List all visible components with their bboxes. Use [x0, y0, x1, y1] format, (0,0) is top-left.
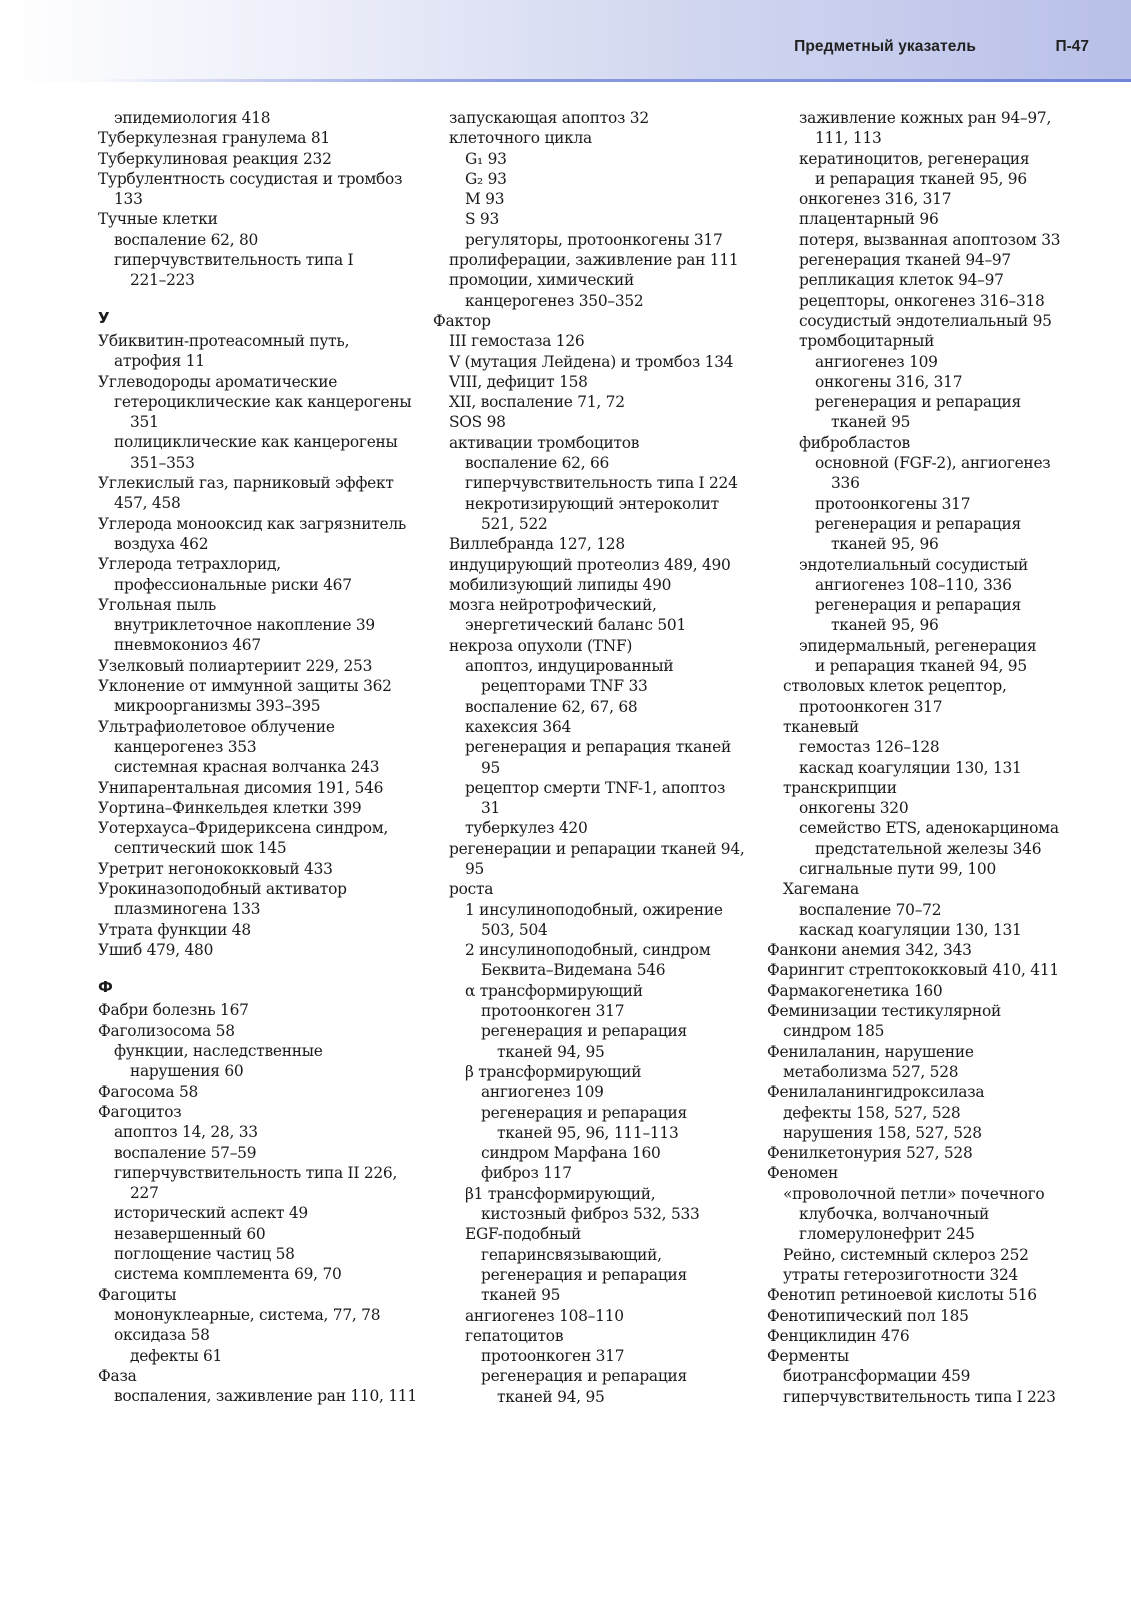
- index-subentry: мобилизующий липиды 490: [449, 575, 672, 594]
- index-subentry: ангиогенез 108–110, 336: [815, 575, 1012, 594]
- index-subentry: протоонкоген 317: [481, 1002, 625, 1021]
- index-subentry: мононуклеарные, система, 77, 78: [114, 1305, 381, 1324]
- index-subentry: оксидаза 58: [114, 1326, 210, 1345]
- index-subentry: 95: [465, 859, 485, 878]
- index-subentry: предстательной железы 346: [815, 839, 1042, 858]
- index-subentry: ангиогенез 109: [481, 1083, 604, 1102]
- index-subentry: сосудистый эндотелиальный 95: [799, 311, 1052, 330]
- index-subentry: гиперчувствительность типа I: [114, 251, 354, 270]
- index-entry: Углекислый газ, парниковый эффект: [98, 474, 394, 493]
- index-subentry: воспаление 70–72: [799, 900, 942, 919]
- index-entry: Феминизации тестикулярной: [767, 1002, 1002, 1021]
- index-subentry: система комплемента 69, 70: [114, 1265, 342, 1284]
- index-entry: Туберкулиновая реакция 232: [98, 149, 332, 168]
- index-subentry: семейство ETS, аденокарцинома: [799, 819, 1059, 838]
- index-subentry: полициклические как канцерогены: [114, 433, 398, 452]
- index-subentry: онкогенез 316, 317: [799, 190, 952, 209]
- index-subentry: регенерация и репарация: [481, 1265, 687, 1284]
- index-subentry: канцерогенез 353: [114, 737, 257, 756]
- index-subentry: атрофия 11: [114, 352, 205, 371]
- index-subentry: микроорганизмы 393–395: [114, 697, 321, 716]
- index-entry: Фенотипический пол 185: [767, 1306, 969, 1325]
- index-subentry: 227: [130, 1184, 159, 1203]
- index-entry: Фенциклидин 476: [767, 1326, 910, 1345]
- index-entry: Углерода тетрахлорид,: [98, 555, 281, 574]
- index-subentry: воспаление 62, 67, 68: [465, 697, 638, 716]
- index-subentry: и репарация тканей 95, 96: [815, 169, 1027, 188]
- index-subentry: воздуха 462: [114, 534, 209, 553]
- index-subentry: фиброз 117: [481, 1164, 572, 1183]
- index-subentry: внутриклеточное накопление 39: [114, 616, 375, 635]
- index-subentry: промоции, химический: [449, 271, 635, 290]
- index-column-2: [433, 108, 763, 1407]
- index-subentry: поглощение частиц 58: [114, 1245, 295, 1264]
- index-entry: Утрата функции 48: [98, 920, 251, 939]
- index-entry: Фактор: [433, 311, 491, 330]
- index-subentry: туберкулез 420: [465, 819, 588, 838]
- index-subentry: гиперчувствительность типа I 224: [465, 474, 738, 493]
- index-subentry: мозга нейротрофический,: [449, 596, 657, 615]
- header-rule: [95, 79, 1131, 82]
- index-entry: Фаголизосома 58: [98, 1021, 235, 1040]
- index-subentry: кахексия 364: [465, 717, 572, 736]
- index-subentry: индуцирующий протеолиз 489, 490: [449, 555, 731, 574]
- index-subentry: синдром Марфана 160: [481, 1144, 661, 1163]
- index-section-letter: Ф: [98, 978, 113, 997]
- index-entry: Ультрафиолетовое облучение: [98, 717, 335, 736]
- index-subentry: онкогены 320: [799, 799, 909, 818]
- index-subentry: Хагемана: [783, 880, 859, 899]
- index-subentry: 1 инсулиноподобный, ожирение: [465, 900, 723, 919]
- index-subentry: рецепторы, онкогенез 316–318: [799, 291, 1045, 310]
- index-subentry: 133: [114, 190, 143, 209]
- index-entry: Уотерхауса–Фридериксена синдром,: [98, 819, 389, 838]
- index-subentry: β трансформирующий: [465, 1062, 642, 1081]
- index-column-1: [98, 108, 428, 1406]
- index-subentry: тканей 95, 96: [831, 616, 939, 635]
- index-subentry: тканей 95: [481, 1286, 561, 1305]
- index-entry: Убиквитин-протеасомный путь,: [98, 331, 350, 350]
- index-entry: Фенилаланингидроксилаза: [767, 1083, 985, 1102]
- index-subentry: 336: [831, 474, 860, 493]
- index-subentry: апоптоз 14, 28, 33: [114, 1123, 258, 1142]
- index-subentry: незавершенный 60: [114, 1224, 266, 1243]
- index-subentry: 221–223: [130, 271, 195, 290]
- index-subentry: регенерации и репарации тканей 94,: [449, 839, 745, 858]
- index-subentry: XII, воспаление 71, 72: [449, 393, 625, 412]
- index-subentry: G₂ 93: [465, 169, 507, 188]
- index-entry: Фарингит стрептококковый 410, 411: [767, 961, 1059, 980]
- index-subentry: некротизирующий энтероколит: [465, 494, 719, 513]
- index-subentry: дефекты 158, 527, 528: [783, 1103, 961, 1122]
- index-subentry: фибробластов: [799, 433, 910, 452]
- index-subentry: роста: [449, 880, 494, 899]
- index-subentry: метаболизма 527, 528: [783, 1062, 959, 1081]
- index-subentry: ангиогенез 108–110: [465, 1306, 624, 1325]
- index-entry: Фанкони анемия 342, 343: [767, 941, 972, 960]
- index-subentry: 2 инсулиноподобный, синдром: [465, 941, 711, 960]
- index-subentry: 95: [481, 758, 501, 777]
- index-entry: Ушиб 479, 480: [98, 940, 214, 959]
- index-subentry: воспаления, заживление ран 110, 111: [114, 1387, 417, 1406]
- index-entry: Тучные клетки: [98, 210, 218, 229]
- index-subentry: стволовых клеток рецептор,: [783, 677, 1007, 696]
- index-subentry: канцерогенез 350–352: [465, 291, 644, 310]
- index-entry: Углерода монооксид как загрязнитель: [98, 514, 407, 533]
- index-subentry: регенерация и репарация: [815, 514, 1021, 533]
- index-subentry: эпидермальный, регенерация: [799, 636, 1037, 655]
- index-entry: Уретрит негонококковый 433: [98, 859, 333, 878]
- index-subentry: 503, 504: [481, 920, 548, 939]
- index-subentry: 351: [130, 413, 159, 432]
- index-subentry: протоонкогены 317: [815, 494, 971, 513]
- index-entry: Узелковый полиартериит 229, 253: [98, 656, 373, 675]
- index-column-3: [767, 108, 1107, 1407]
- index-subentry: кератиноцитов, регенерация: [799, 149, 1030, 168]
- index-entry: Урокиназоподобный активатор: [98, 879, 347, 898]
- index-entry: Фенилкетонурия 527, 528: [767, 1144, 973, 1163]
- index-subentry: апоптоз, индуцированный: [465, 657, 674, 676]
- index-subentry: основной (FGF-2), ангиогенез: [815, 454, 1051, 473]
- index-subentry: пневмокониоз 467: [114, 636, 261, 655]
- index-subentry: запускающая апоптоз 32: [449, 109, 649, 127]
- index-subentry: «проволочной петли» почечного: [783, 1184, 1045, 1203]
- index-entry: Ферменты: [767, 1347, 849, 1366]
- index-subentry: регуляторы, протоонкогены 317: [465, 230, 723, 249]
- index-subentry: регенерация и репарация: [815, 393, 1021, 412]
- index-subentry: сигнальные пути 99, 100: [799, 859, 997, 878]
- index-subentry: плацентарный 96: [799, 210, 939, 229]
- index-subentry: гепатоцитов: [465, 1326, 564, 1345]
- index-subentry: M 93: [465, 190, 505, 209]
- index-subentry: эпидемиология 418: [114, 109, 271, 127]
- index-subentry: EGF-подобный: [465, 1225, 582, 1244]
- index-subentry: β1 трансформирующий,: [465, 1184, 656, 1203]
- index-subentry: 31: [481, 799, 501, 818]
- index-subentry: V (мутация Лейдена) и тромбоз 134: [449, 352, 734, 371]
- index-subentry: SOS 98: [449, 413, 506, 432]
- index-subentry: воспаление 62, 66: [465, 454, 610, 473]
- index-subentry: регенерация и репарация тканей: [465, 738, 732, 757]
- index-subentry: исторический аспект 49: [114, 1204, 308, 1223]
- index-entry: Фагоциты: [98, 1285, 177, 1304]
- index-entry: Фармакогенетика 160: [767, 981, 943, 1000]
- index-subentry: регенерация и репарация: [481, 1367, 687, 1386]
- index-subentry: функции, наследственные: [114, 1042, 323, 1061]
- index-subentry: воспаление 62, 80: [114, 230, 259, 249]
- index-subentry: рецептор смерти TNF-1, апоптоз: [465, 778, 726, 797]
- index-subentry: активации тромбоцитов: [449, 433, 640, 452]
- index-subentry: профессиональные риски 467: [114, 575, 352, 594]
- index-subentry: регенерация и репарация: [815, 596, 1021, 615]
- index-entry: Уклонение от иммунной защиты 362: [98, 677, 392, 696]
- running-head-title: Предметный указатель: [794, 38, 976, 55]
- index-subentry: регенерация и репарация: [481, 1022, 687, 1041]
- index-subentry: протоонкоген 317: [799, 697, 943, 716]
- index-subentry: пролиферации, заживление ран 111: [449, 251, 739, 270]
- index-entry: Турбулентность сосудистая и тромбоз: [98, 169, 403, 188]
- index-subentry: тканей 95, 96: [831, 535, 939, 554]
- index-subentry: тканей 95: [831, 413, 911, 432]
- index-subentry: гиперчувствительность типа I 223: [783, 1387, 1056, 1406]
- index-subentry: тканевый: [783, 717, 859, 736]
- index-subentry: транскрипции: [783, 778, 897, 797]
- index-subentry: каскад коагуляции 130, 131: [799, 920, 1022, 939]
- index-entry: Уортина–Финкельдея клетки 399: [98, 798, 362, 817]
- index-subentry: α трансформирующий: [465, 981, 643, 1000]
- index-entry: Фагосома 58: [98, 1082, 199, 1101]
- index-entry: Фенилаланин, нарушение: [767, 1042, 974, 1061]
- index-subentry: гиперчувствительность типа II 226,: [114, 1163, 398, 1182]
- index-subentry: воспаление 57–59: [114, 1143, 257, 1162]
- index-subentry: тканей 95, 96, 111–113: [497, 1123, 679, 1142]
- index-subentry: Беквита–Видемана 546: [481, 961, 666, 980]
- index-subentry: гетероциклические как канцерогены: [114, 392, 412, 411]
- index-subentry: рецепторами TNF 33: [481, 677, 648, 696]
- index-subentry: тканей 94, 95: [497, 1042, 605, 1061]
- index-entry: Туберкулезная гранулема 81: [98, 129, 330, 148]
- index-subentry: регенерация тканей 94–97: [799, 251, 1011, 270]
- index-subentry: 351–353: [130, 453, 195, 472]
- index-subentry: онкогены 316, 317: [815, 372, 963, 391]
- index-subentry: гемостаз 126–128: [799, 738, 940, 757]
- index-subentry: Рейно, системный склероз 252: [783, 1245, 1029, 1264]
- index-subentry: потеря, вызванная апоптозом 33: [799, 230, 1061, 249]
- page-number: П-47: [1055, 38, 1089, 55]
- index-subentry: гепаринсвязывающий,: [481, 1245, 662, 1264]
- index-subentry: S 93: [465, 210, 500, 229]
- index-subentry: клубочка, волчаночный: [799, 1205, 990, 1224]
- index-entry: Унипарентальная дисомия 191, 546: [98, 778, 384, 797]
- index-subentry: синдром 185: [783, 1022, 885, 1041]
- index-subentry: протоонкоген 317: [481, 1347, 625, 1366]
- index-subentry: тромбоцитарный: [799, 332, 935, 351]
- index-subentry: Виллебранда 127, 128: [449, 535, 625, 554]
- index-entry: Фабри болезнь 167: [98, 1001, 249, 1020]
- index-subentry: биотрансформации 459: [783, 1367, 971, 1386]
- index-subentry: каскад коагуляции 130, 131: [799, 758, 1022, 777]
- index-section-letter: У: [98, 308, 110, 327]
- index-subentry: репликация клеток 94–97: [799, 271, 1004, 290]
- index-entry: Феномен: [767, 1164, 838, 1183]
- index-subentry: септический шок 145: [114, 839, 287, 858]
- index-subentry: гломерулонефрит 245: [799, 1225, 975, 1244]
- index-entry: Угольная пыль: [98, 595, 217, 614]
- index-subentry: нарушения 60: [130, 1062, 244, 1081]
- index-subentry: нарушения 158, 527, 528: [783, 1123, 982, 1142]
- index-subentry: 521, 522: [481, 514, 548, 533]
- index-subentry: некроза опухоли (TNF): [449, 636, 633, 655]
- index-subentry: G₁ 93: [465, 149, 507, 168]
- index-subentry: энергетический баланс 501: [465, 616, 687, 635]
- index-subentry: VIII, дефицит 158: [449, 372, 588, 391]
- index-subentry: III гемостаза 126: [449, 332, 585, 351]
- index-subentry: клеточного цикла: [449, 129, 592, 148]
- index-subentry: дефекты 61: [130, 1346, 223, 1365]
- index-subentry: системная красная волчанка 243: [114, 758, 380, 777]
- index-subentry: регенерация и репарация: [481, 1103, 687, 1122]
- index-subentry: и репарация тканей 94, 95: [815, 657, 1027, 676]
- index-subentry: плазминогена 133: [114, 900, 261, 919]
- index-subentry: 457, 458: [114, 494, 181, 513]
- index-subentry: кистозный фиброз 532, 533: [481, 1205, 700, 1224]
- index-subentry: эндотелиальный сосудистый: [799, 555, 1028, 574]
- index-entry: Углеводороды ароматические: [98, 372, 338, 391]
- index-entry: Фагоцитоз: [98, 1102, 182, 1121]
- index-entry: Фенотип ретиноевой кислоты 516: [767, 1286, 1037, 1305]
- index-entry: Фаза: [98, 1366, 137, 1385]
- index-subentry: ангиогенез 109: [815, 352, 938, 371]
- index-subentry: заживление кожных ран 94–97,: [799, 109, 1052, 127]
- index-subentry: 111, 113: [815, 129, 882, 148]
- index-subentry: утраты гетерозиготности 324: [783, 1265, 1019, 1284]
- index-subentry: тканей 94, 95: [497, 1387, 605, 1406]
